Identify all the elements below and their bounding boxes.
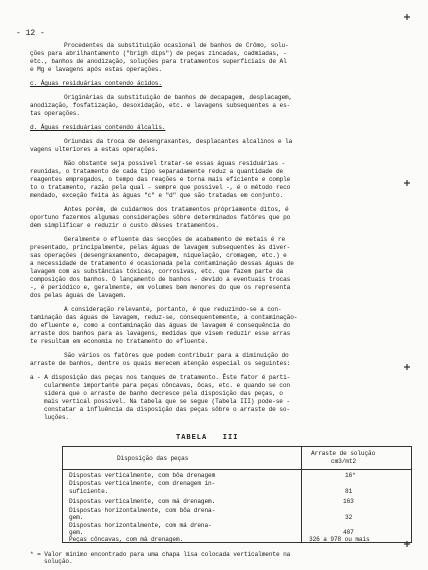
text-line: vagens ulteriores a estas operações. — [30, 146, 159, 153]
text-line: etc., banhos de anodização, soluções para tratamentos superficiais de Al — [30, 58, 287, 65]
text-line: mendado, exceção feita às águas "c" e "d" que são tratadas em conjunto. — [30, 192, 284, 199]
text-line: tas operações. — [30, 110, 80, 117]
margin-mark-icon — [404, 364, 410, 370]
table-row-label: gem. — [69, 529, 84, 536]
text-line: Originárias da substituição de banhos de decapagem, desplacagem, — [64, 94, 293, 101]
table-header-col2: Arraste de solução — [311, 450, 376, 457]
section-heading-d: d. Águas residuárias contendo álcalis. — [30, 124, 166, 131]
table-row-value: 163 — [343, 498, 354, 505]
table-row-label: gem. — [69, 514, 84, 521]
table-row-label: Dispostas horizontalmente, com má drena- — [69, 522, 212, 529]
text-line: arraste de banhos, dentre os quais merecem atenção especial os seguintes: — [30, 360, 291, 367]
table-row-label: suficiente. — [69, 488, 109, 495]
text-line: mais vertical possível. Na tabela que se segue (Tabela III) pode-se - — [44, 398, 290, 405]
text-line: a - A disposição das peças nos tanques de tratamento. Êste fator é parti- — [30, 374, 291, 381]
text-line: te resultam em economia no tratamento do efluente. — [30, 338, 209, 345]
text-line: constatar a influência da disposição das peças sôbre o arraste de so- — [44, 406, 290, 413]
text-line: composição dos banhos. O lançamento de banhos - devido a eventuais trocas — [30, 276, 291, 283]
table-header-unit: cm3/mt2 — [331, 458, 356, 465]
text-line: reunidas, o tratamento de cada tipo separadamente reduz a quantidade de — [30, 168, 284, 175]
text-line: ções para abrilhantamento ("brigh dips") de peças zincadas, cadmiadas, - — [30, 50, 287, 57]
text-line: a necessidade de tratamento é ocasionada pela contaminação dessas águas de — [30, 260, 294, 267]
text-line: arraste dos banhos para as lavagens, medidas que visem reduzir esse arras — [30, 330, 291, 337]
text-line: A consideração relevante, portanto, é que reduzindo-se a con- — [64, 306, 282, 313]
text-line: dem simplificar e reduzir o custo dêsses tratamentos. — [30, 222, 219, 229]
text-line: to o tratamento, razão pela qual - sempre que possível -, é o método reco — [30, 184, 291, 191]
text-line: -, é periódico e, geralmente, em volumes bem menores do que os representa — [30, 284, 291, 291]
text-line: lavagem com as substâncias tóxicas, corrosivas, etc. que fazem parte da — [30, 268, 284, 275]
table-row-label: Dispostas horizontalmente, com bôa drena- — [69, 507, 216, 514]
table-iii — [62, 446, 412, 543]
text-line: Antes porém, de cuidarmos dos tratamentos pròpriamente ditos, é — [64, 206, 289, 213]
text-line: reagentes empregados, o tempo das reações e torna mais eficiente e comple — [30, 176, 291, 183]
text-line: do efluente e, como a contaminação das águas de lavagem é consequência do — [30, 322, 291, 329]
table-row-value: 81 — [345, 488, 353, 495]
text-line: cularmente importante para peças côncavas, ôcas, etc. e quando se con — [44, 382, 290, 389]
table-row-value: 407 — [343, 529, 354, 536]
text-line: dos pelas águas de lavagem. — [30, 292, 127, 299]
margin-mark-icon — [404, 14, 410, 20]
text-line: sidera que o arraste de banho decresce pela disposição das peças, o — [44, 390, 283, 397]
text-line: sas operações (desengraxamento, decapagem, niquelação, cromagem, etc.) e — [30, 252, 287, 259]
section-heading-c: c. Águas residuárias contendo ácidos. — [30, 80, 162, 87]
text-line: Não obstante seja possível tratar-se essas águas residuárias - — [64, 160, 286, 167]
table-row-value: 32 — [345, 514, 353, 521]
table-row-label: Dispostas verticalmente, com drenagem in- — [69, 480, 216, 487]
text-line: presentado, principalmente, pelas águas de lavagem subsequentes às diver- — [30, 244, 291, 251]
table-header-col1: Disposição das peças — [117, 455, 189, 462]
table-row-label: Dispostas verticalmente, com bôa drenagem — [69, 472, 216, 479]
table-row-value: 16* — [345, 472, 356, 479]
footnote: solução. — [44, 558, 73, 565]
table-divider — [301, 447, 302, 542]
text-line: e Mg e lavagens após estas operações. — [30, 66, 162, 73]
margin-mark-icon — [404, 180, 410, 186]
table-row-label: Dispostas verticalmente, com má drenagem. — [69, 498, 216, 505]
text-line: Procedentes da substituição ocasional de banhos de Crômo, solu- — [64, 42, 289, 49]
table-row-value: 326 a 978 ou mais — [309, 536, 370, 543]
text-line: São vários os fatôres que podem contribuir para a diminuição do — [64, 352, 289, 359]
text-line: Oriundas da troca de desengraxantes, desplacantes alcalinos e la — [64, 138, 293, 145]
table-row-label: Peças côncavas, com má drenagem. — [69, 536, 184, 543]
footnote: * = Valor mínimo encontrado para uma chapa lisa colocada verticalmente na — [30, 551, 291, 558]
text-line: taminação das águas de lavagem, reduz-se, consequentemente, a contaminação- — [30, 314, 298, 321]
text-line: Geralmente o efluente das secções de acabamento de metais é re — [64, 236, 286, 243]
text-line: anodização, fosfatização, desoxidação, etc. e lavagens subsequentes a es- — [30, 102, 291, 109]
text-line: oportuno fazermos algumas considerações sôbre determinados fatôres que po — [30, 214, 291, 221]
table-caption: TABELA III — [176, 434, 239, 442]
text-line: luções. — [44, 414, 69, 421]
page-number: - 12 - — [16, 29, 45, 38]
table-divider — [63, 469, 411, 470]
